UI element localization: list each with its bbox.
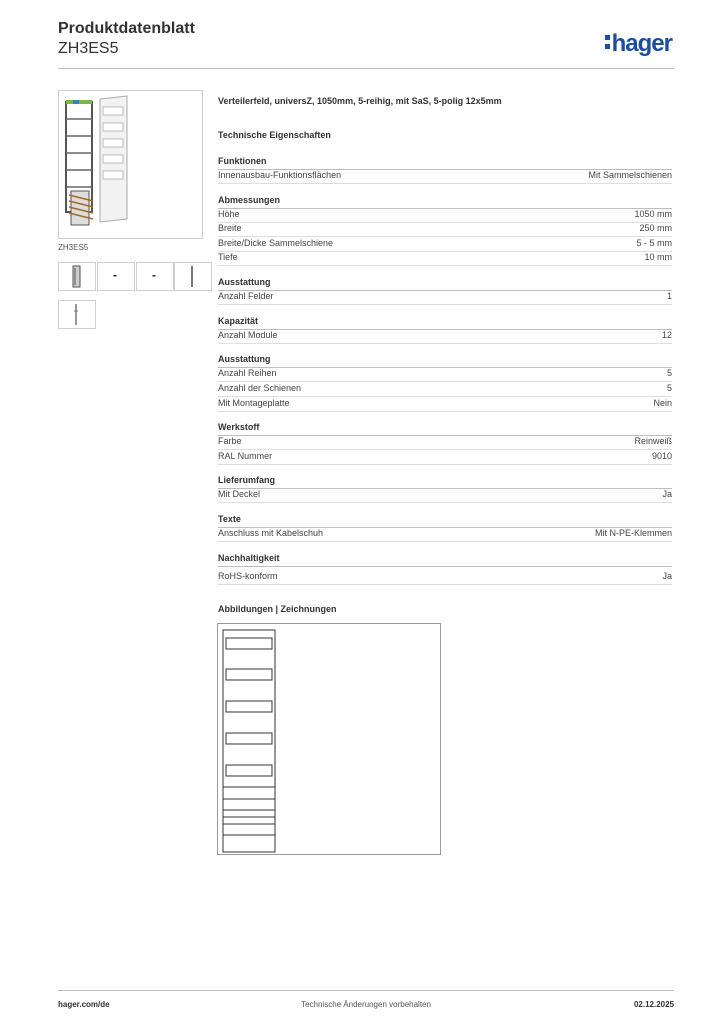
hager-logo	[605, 30, 672, 58]
dash-icon: -	[152, 268, 156, 282]
section-title: Technische Eigenschaften	[218, 130, 331, 140]
spec-row	[218, 397, 672, 412]
spec-row	[218, 488, 672, 503]
group-title-nachhaltigkeit: Nachhaltigkeit	[218, 553, 672, 567]
spec-label: RAL Nummer	[218, 451, 273, 461]
group-title-kapazitaet: Kapazität	[218, 316, 672, 330]
spec-row	[218, 290, 672, 305]
panel-layout-drawing	[218, 624, 440, 854]
spec-label: Anzahl Reihen	[218, 368, 277, 378]
spec-value: Ja	[662, 489, 672, 499]
spec-value: 5 - 5 mm	[636, 238, 672, 248]
spec-row	[218, 382, 672, 397]
spec-row	[218, 329, 672, 344]
thumbnail-side[interactable]	[174, 262, 212, 291]
product-code: ZH3ES5	[58, 40, 119, 57]
spec-label: Breite/Dicke Sammelschiene	[218, 238, 334, 248]
group-title-abmessungen: Abmessungen	[218, 195, 672, 209]
spec-value: 1	[666, 291, 672, 301]
page-footer	[58, 990, 674, 1013]
drawings-title: Abbildungen | Zeichnungen	[218, 604, 337, 614]
panel-side-icon	[175, 263, 211, 290]
spec-value: 12	[661, 330, 672, 340]
spec-label: Anzahl Felder	[218, 291, 274, 301]
spec-value: 10 mm	[644, 252, 672, 262]
product-description: Verteilerfeld, universZ, 1050mm, 5-reihig, mit SaS, 5-polig 12x5mm	[218, 96, 502, 106]
spec-value: Mit N-PE-Klemmen	[594, 528, 672, 538]
spec-value: 1050 mm	[634, 209, 672, 219]
group-title-funktionen: Funktionen	[218, 156, 672, 170]
spec-label: Anschluss mit Kabelschuh	[218, 528, 324, 538]
spec-label: Farbe	[218, 436, 242, 446]
spec-value: 250 mm	[639, 223, 672, 233]
spec-label: Anzahl der Schienen	[218, 383, 302, 393]
spec-row	[218, 450, 672, 465]
spec-row	[218, 570, 672, 585]
distribution-panel-image	[59, 91, 202, 238]
spec-value: Reinweiß	[634, 436, 672, 446]
dash-icon: -	[113, 268, 117, 282]
footer-disclaimer: Technische Änderungen vorbehalten	[301, 1000, 431, 1009]
spec-row	[218, 367, 672, 382]
group-title-ausstattung: Ausstattung	[218, 354, 672, 368]
group-title-ausstattung: Ausstattung	[218, 277, 672, 291]
thumbnail-profile[interactable]	[58, 300, 96, 329]
spec-row	[218, 527, 672, 542]
spec-row	[218, 222, 672, 237]
spec-value: Mit Sammelschienen	[588, 170, 672, 180]
logo-text: hager	[611, 30, 672, 57]
spec-label: Breite	[218, 223, 242, 233]
thumbnail-front[interactable]	[58, 262, 96, 291]
product-image	[58, 90, 203, 239]
page-header	[58, 20, 674, 69]
spec-label: Mit Montageplatte	[218, 398, 290, 408]
technical-drawing	[217, 623, 441, 855]
spec-value: 9010	[651, 451, 672, 461]
spec-row	[218, 237, 672, 252]
product-image-caption: ZH3ES5	[58, 243, 89, 252]
spec-row	[218, 251, 672, 266]
logo-dots-icon	[605, 35, 611, 51]
spec-value: Nein	[653, 398, 672, 408]
spec-label: Mit Deckel	[218, 489, 261, 499]
panel-profile-icon	[59, 301, 95, 328]
thumbnail-dash-1[interactable]	[97, 262, 135, 291]
group-title-texte: Texte	[218, 514, 672, 528]
spec-row	[218, 435, 672, 450]
spec-value: 5	[666, 368, 672, 378]
spec-label: Höhe	[218, 209, 240, 219]
group-title-lieferumfang: Lieferumfang	[218, 475, 672, 489]
spec-label: Tiefe	[218, 252, 238, 262]
spec-value: Ja	[662, 571, 672, 581]
spec-label: RoHS-konform	[218, 571, 278, 581]
spec-label: Innenausbau-Funktionsflächen	[218, 170, 342, 180]
group-title-werkstoff: Werkstoff	[218, 422, 672, 436]
footer-website-link[interactable]: hager.com/de	[58, 1000, 110, 1009]
thumbnail-dash-2[interactable]	[136, 262, 174, 291]
spec-value: 5	[666, 383, 672, 393]
panel-front-icon	[59, 263, 95, 290]
spec-row	[218, 208, 672, 223]
footer-date: 02.12.2025	[633, 1000, 674, 1009]
spec-row	[218, 169, 672, 184]
page-title: Produktdatenblatt	[58, 20, 195, 37]
spec-label: Anzahl Module	[218, 330, 278, 340]
